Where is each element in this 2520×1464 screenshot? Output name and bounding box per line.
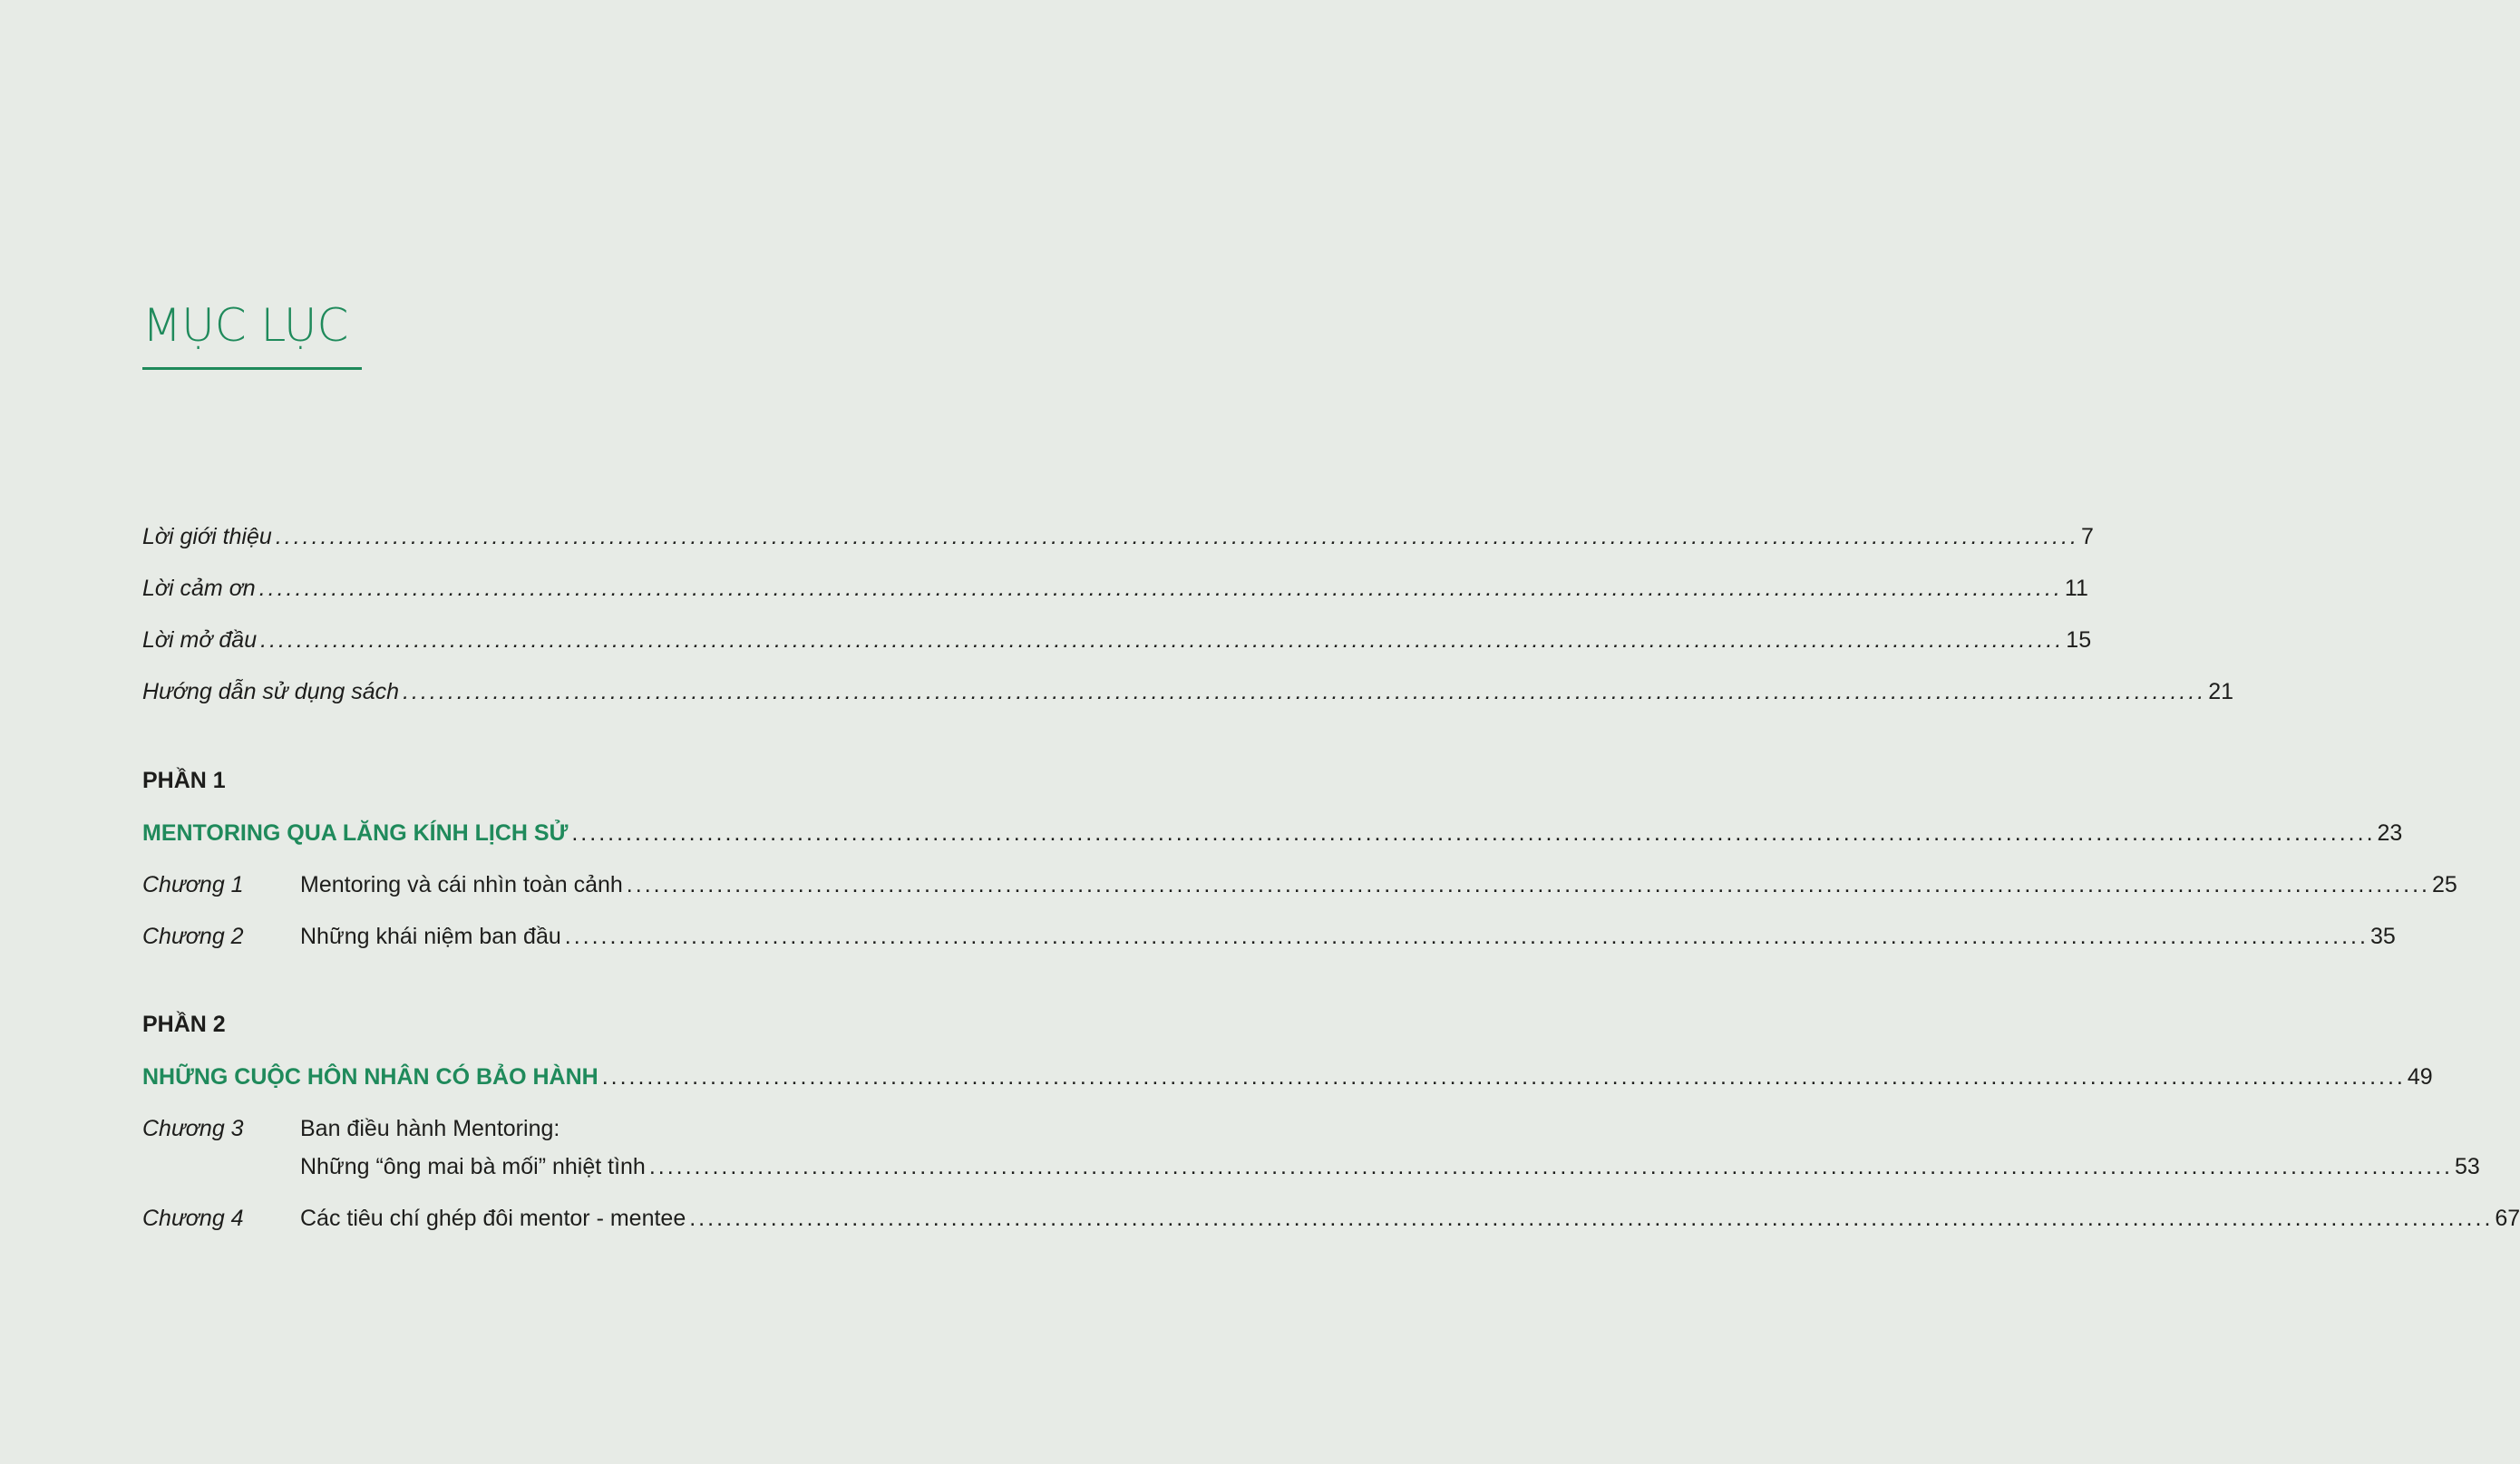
leader-dots: ........................................................................................................................................................................................................ <box>689 1206 2494 1231</box>
leader-dots: ........................................................................................................................................................................................................ <box>403 679 2207 704</box>
chapter-title: Các tiêu chí ghép đôi mentor - mentee <box>300 1206 686 1231</box>
title-underline <box>142 367 362 370</box>
part-title: NHỮNG CUỘC HÔN NHÂN CÓ BẢO HÀNH <box>142 1064 598 1090</box>
leader-dots: ........................................................................................................................................................................................................ <box>601 1064 2406 1090</box>
leader-dots: ........................................................................................................................................................................................................ <box>260 627 2065 653</box>
leader-dots: ........................................................................................................................................................................................................ <box>648 1154 2453 1179</box>
entry-page: 49 <box>2407 1064 2433 1090</box>
entry-page: 15 <box>2066 627 2092 653</box>
entry-title: Hướng dẫn sử dụng sách <box>142 679 400 704</box>
chapter-entry[interactable] <box>300 869 2457 900</box>
entry-title: Lời mở đầu <box>142 627 258 653</box>
part-entry[interactable] <box>142 818 2403 848</box>
entry-page: 21 <box>2208 679 2234 704</box>
chapter-title: Những khái niệm ban đầu <box>300 924 561 949</box>
entry-page: 67 <box>2495 1206 2520 1231</box>
chapter-title-line1: Ban điều hành Mentoring: <box>300 1116 560 1141</box>
leader-dots: ........................................................................................................................................................................................................ <box>275 524 2079 549</box>
toc-entry[interactable] <box>142 521 2094 552</box>
chapter-label: Chương 2 <box>142 924 244 949</box>
toc-entry[interactable] <box>142 573 2088 604</box>
entry-page: 23 <box>2377 820 2403 846</box>
chapter-label: Chương 4 <box>142 1206 244 1231</box>
part-entry[interactable] <box>142 1062 2433 1092</box>
part-label: PHẦN 2 <box>142 1012 226 1037</box>
entry-page: 25 <box>2431 872 2457 897</box>
toc-entry[interactable] <box>142 676 2234 707</box>
part-title: MENTORING QUA LĂNG KÍNH LỊCH SỬ <box>142 820 569 846</box>
chapter-label: Chương 1 <box>142 872 244 897</box>
leader-dots: ........................................................................................................................................................................................................ <box>564 924 2369 949</box>
chapter-label: Chương 3 <box>142 1116 244 1141</box>
chapter-title: Những “ông mai bà mối” nhiệt tình <box>300 1154 646 1179</box>
entry-title: Lời cảm ơn <box>142 576 256 601</box>
part-label: PHẦN 1 <box>142 768 226 793</box>
entry-page: 53 <box>2455 1154 2480 1179</box>
toc-title: MỤC LỤC <box>142 299 349 352</box>
chapter-entry[interactable] <box>300 921 2396 952</box>
leader-dots: ........................................................................................................................................................................................................ <box>571 820 2376 846</box>
leader-dots: ........................................................................................................................................................................................................ <box>626 872 2430 897</box>
entry-page: 35 <box>2369 924 2396 949</box>
chapter-entry[interactable] <box>300 1203 2520 1234</box>
entry-page: 11 <box>2064 576 2088 601</box>
chapter-entry[interactable] <box>300 1151 2480 1182</box>
leader-dots: ........................................................................................................................................................................................................ <box>258 576 2063 601</box>
entry-page: 7 <box>2080 524 2094 549</box>
entry-title: Lời giới thiệu <box>142 524 272 549</box>
toc-entry[interactable] <box>142 625 2092 655</box>
chapter-title: Mentoring và cái nhìn toàn cảnh <box>300 872 623 897</box>
